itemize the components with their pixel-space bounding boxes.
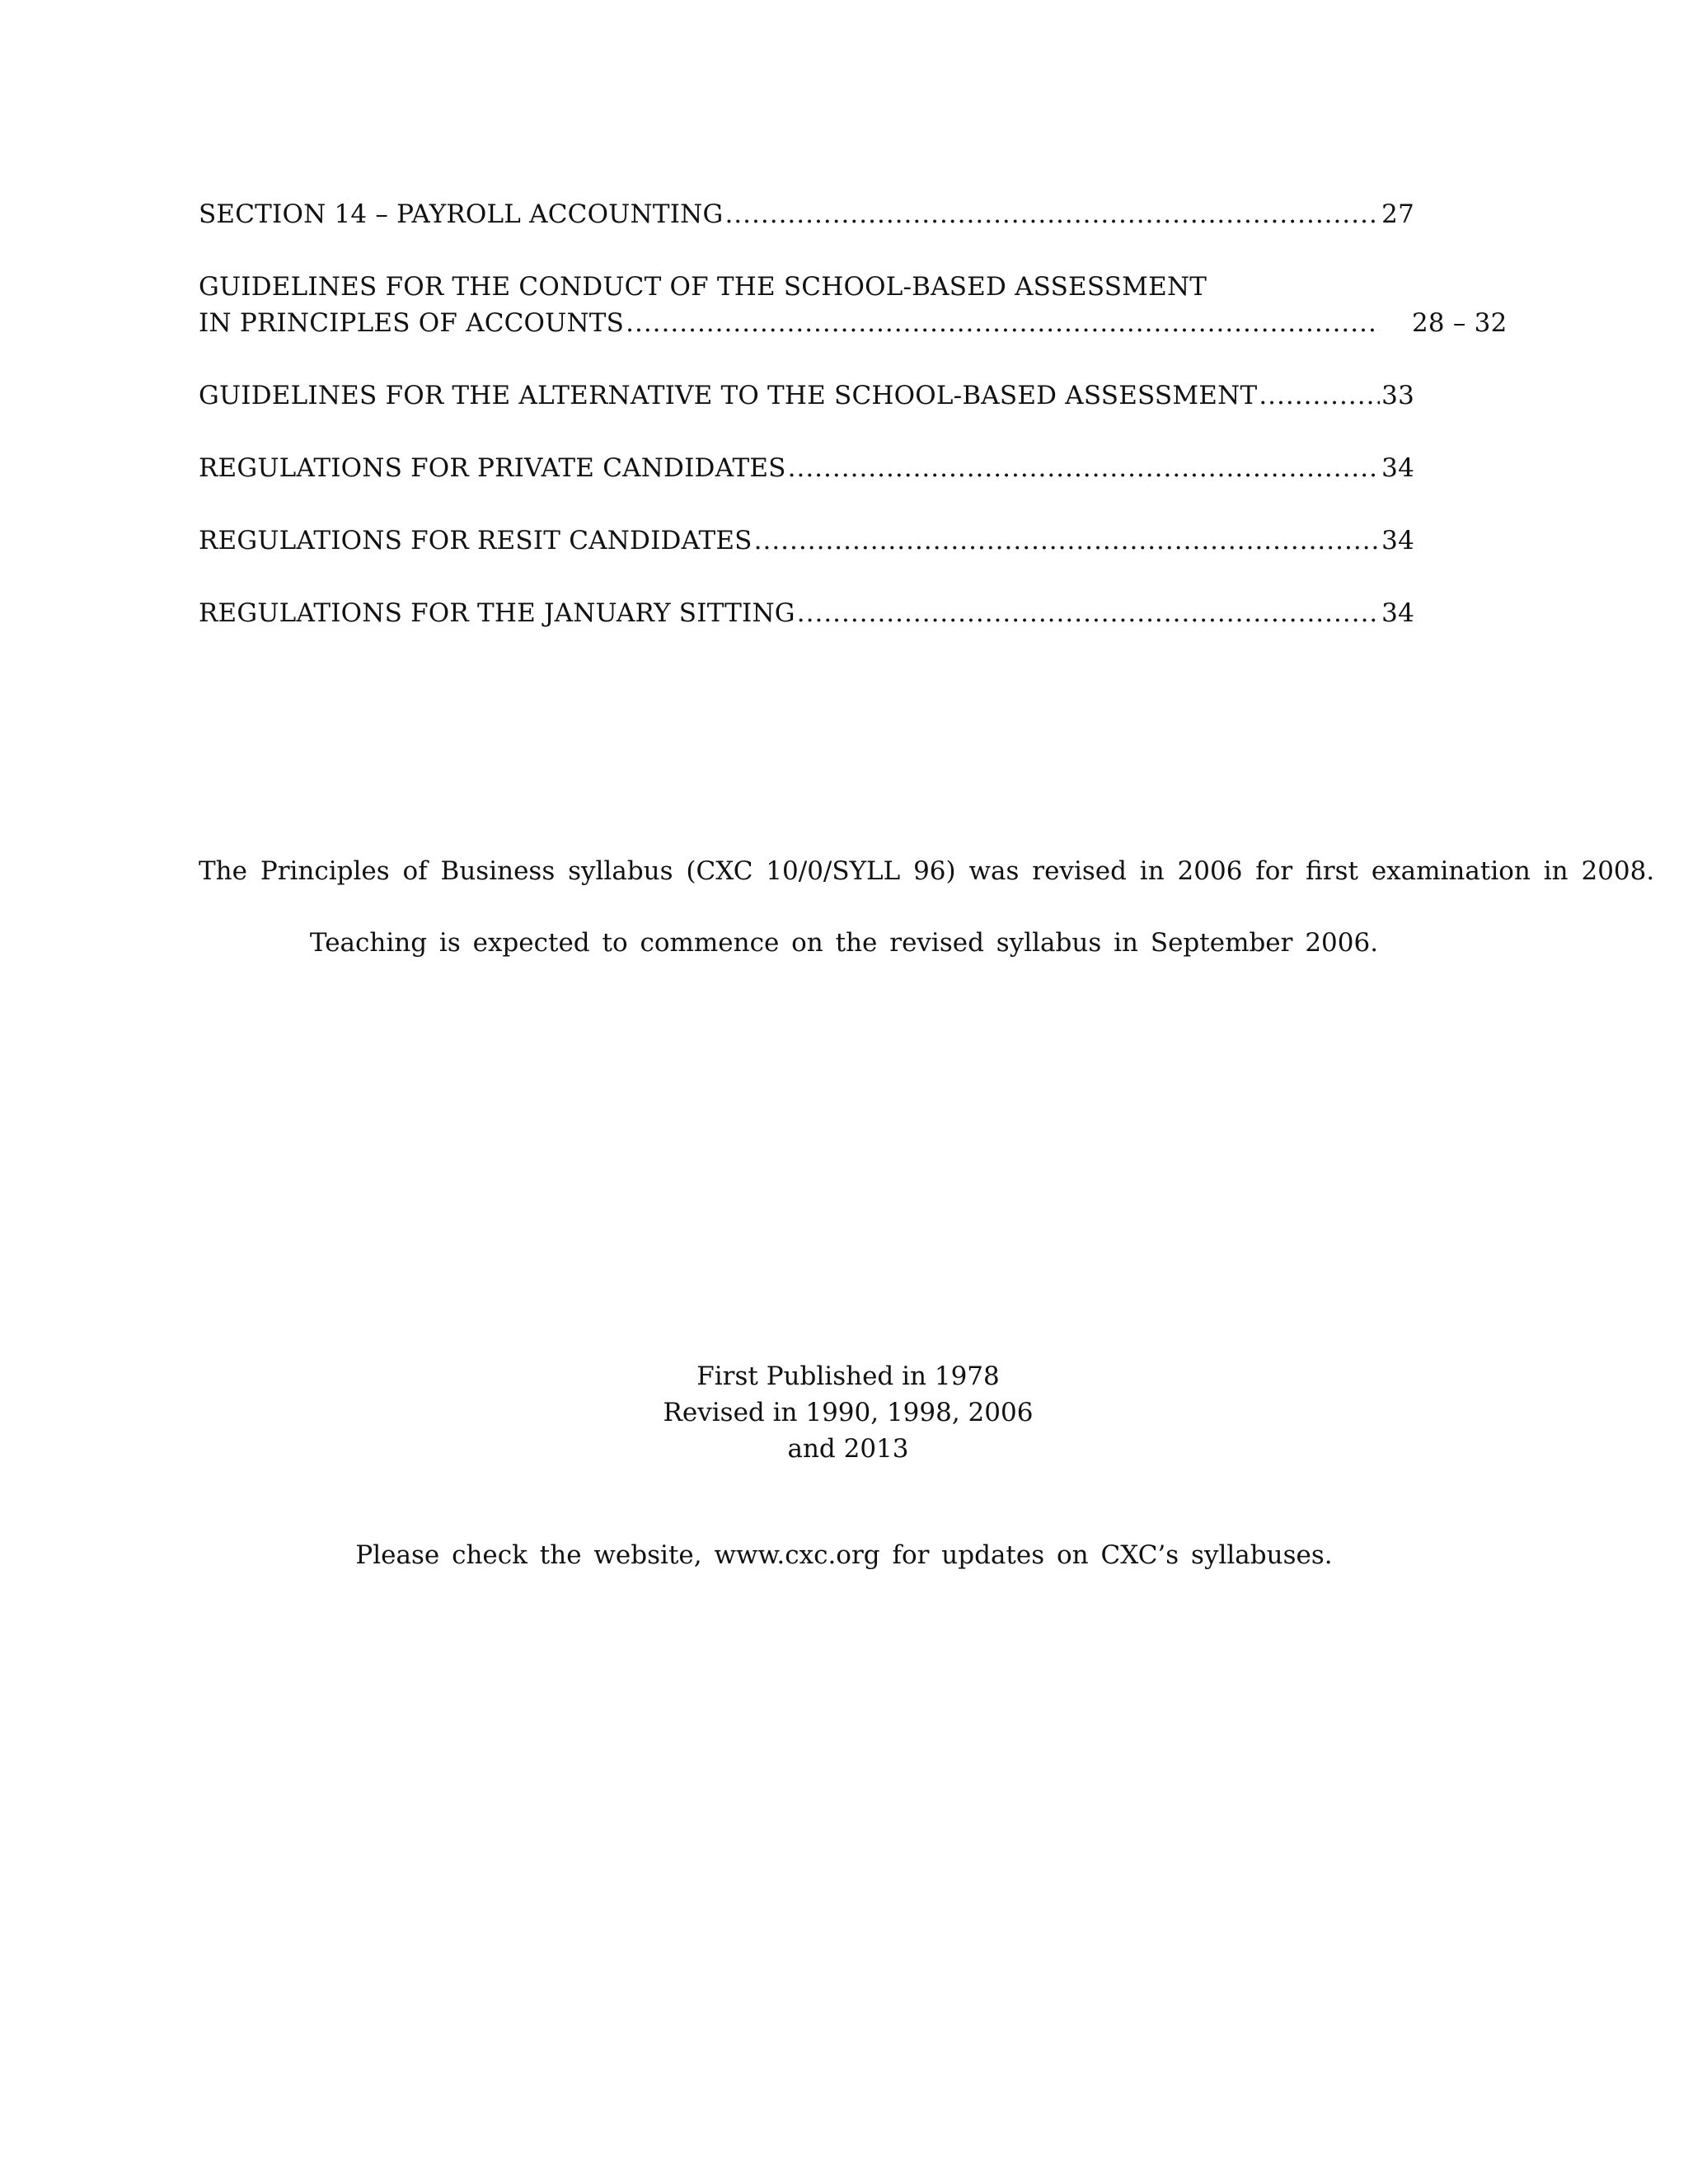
website-note: Please check the website, www.cxc.org for updates on CXC’s syllabuses. [355, 1540, 1333, 1570]
toc-entry-title: SECTION 14 – PAYROLL ACCOUNTING [199, 199, 724, 229]
toc-entry-title: IN PRINCIPLES OF ACCOUNTS [199, 308, 625, 338]
toc-entry-january-sitting [199, 595, 1484, 631]
toc-leader-dots [724, 196, 1380, 232]
teaching-note: Teaching is expected to commence on the revised syllabus in September 2006. [309, 928, 1379, 958]
publication-first-published: First Published in 1978 [696, 1361, 1000, 1391]
toc-entry-title-line1: GUIDELINES FOR THE CONDUCT OF THE SCHOOL-BASED ASSESSMENT [199, 272, 1207, 302]
toc-entry-title: GUIDELINES FOR THE ALTERNATIVE TO THE SCHOOL-BASED ASSESSMENT [199, 381, 1258, 410]
toc-entry-page: 27 [1381, 199, 1414, 229]
toc-leader-dots [788, 450, 1381, 486]
toc-entry-section-14 [199, 196, 1484, 232]
toc-entry-title: REGULATIONS FOR THE JANUARY SITTING [199, 598, 795, 628]
toc-leader-dots [754, 523, 1381, 559]
toc-leader-dots [1259, 377, 1380, 414]
toc-entry-resit-candidates [199, 523, 1484, 559]
toc-entry-page: 28 – 32 [1412, 308, 1507, 338]
toc-entry-alternative-sba [199, 377, 1484, 414]
revision-note: The Principles of Business syllabus (CXC 10/0/SYLL 96) was revised in 2006 for first examination in 2008. [199, 856, 1655, 886]
publication-latest-revision: and 2013 [787, 1434, 909, 1464]
toc-entry-page: 34 [1381, 453, 1414, 483]
toc-entry-title: REGULATIONS FOR RESIT CANDIDATES [199, 526, 753, 555]
toc-entry-page: 34 [1381, 598, 1414, 628]
toc-entry-title: REGULATIONS FOR PRIVATE CANDIDATES [199, 453, 786, 483]
toc-leader-dots [626, 305, 1380, 341]
toc-entry-page: 34 [1381, 526, 1414, 555]
publication-revisions: Revised in 1990, 1998, 2006 [663, 1398, 1034, 1427]
toc-entry-sba-guidelines [199, 269, 1507, 341]
publication-history [0, 1358, 1688, 1467]
toc-entry-private-candidates [199, 450, 1484, 486]
toc-entry-page: 33 [1381, 381, 1414, 410]
table-of-contents [199, 196, 1507, 631]
toc-leader-dots [797, 595, 1380, 631]
